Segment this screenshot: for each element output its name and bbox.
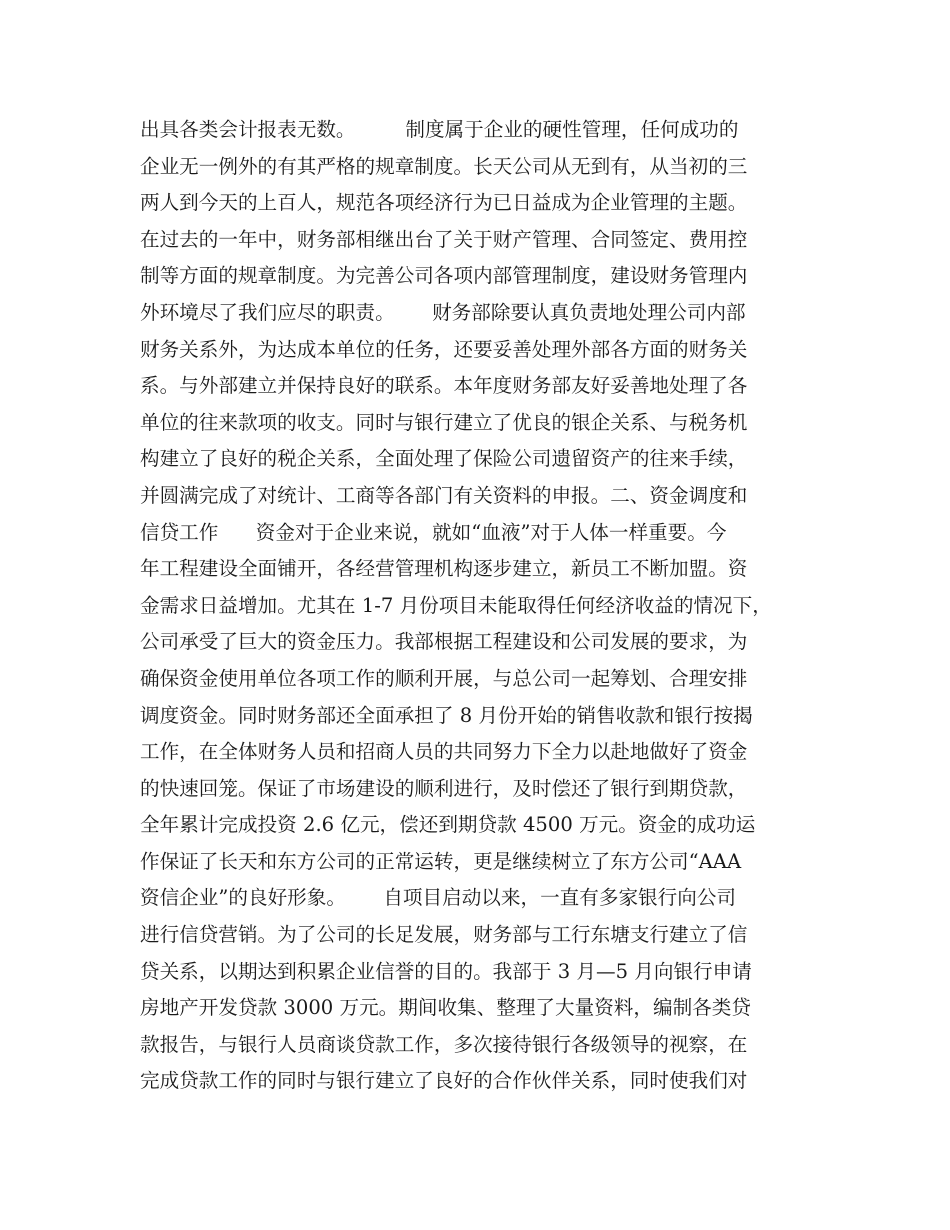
text-line: 完成贷款工作的同时与银行建立了良好的合作伙伴关系，同时使我们对 bbox=[140, 1069, 748, 1093]
text-line: 在过去的一年中，财务部相继出台了关于财产管理、合同签定、费用控 bbox=[140, 227, 748, 251]
text-line: 作保证了长天和东方公司的正常运转，更是继续树立了东方公司“AAA bbox=[140, 849, 742, 873]
body-text bbox=[140, 112, 820, 1100]
text-line: 系。与外部建立并保持良好的联系。本年度财务部友好妥善地处理了各 bbox=[140, 374, 748, 398]
text-line: 外环境尽了我们应尽的职责。 财务部除要认真负责地处理公司内部 bbox=[140, 300, 746, 324]
text-line: 全年累计完成投资 2.6 亿元，偿还到期贷款 4500 万元。资金的成功运 bbox=[140, 813, 756, 837]
text-line: 信贷工作 资金对于企业来说，就如“血液”对于人体一样重要。今 bbox=[140, 520, 727, 544]
text-line: 制等方面的规章制度。为完善公司各项内部管理制度，建设财务管理内 bbox=[140, 264, 748, 288]
text-line: 企业无一例外的有其严格的规章制度。长天公司从无到有，从当初的三 bbox=[140, 154, 748, 178]
text-line: 贷关系，以期达到积累企业信誉的目的。我部于 3 月—5 月向银行申请 bbox=[140, 959, 752, 983]
text-line: 单位的往来款项的收支。同时与银行建立了优良的银企关系、与税务机 bbox=[140, 410, 748, 434]
text-line: 财务关系外，为达成本单位的任务，还要妥善处理外部各方面的财务关 bbox=[140, 337, 748, 361]
text-line: 构建立了良好的税企关系，全面处理了保险公司遗留资产的往来手续， bbox=[140, 447, 748, 471]
text-line: 进行信贷营销。为了公司的长足发展，财务部与工行东塘支行建立了信 bbox=[140, 923, 748, 947]
text-line: 并圆满完成了对统计、工商等各部门有关资料的申报。二、资金调度和 bbox=[140, 483, 748, 507]
text-line: 款报告，与银行人员商谈贷款工作，多次接待银行各级领导的视察，在 bbox=[140, 1032, 748, 1056]
text-line: 调度资金。同时财务部还全面承担了 8 月份开始的销售收款和银行按揭 bbox=[140, 703, 753, 727]
text-line: 工作，在全体财务人员和招商人员的共同努力下全力以赴地做好了资金 bbox=[140, 740, 748, 764]
text-line: 两人到今天的上百人，规范各项经济行为已日益成为企业管理的主题。 bbox=[140, 191, 748, 215]
text-line: 金需求日益增加。尤其在 1-7 月份项目未能取得任何经济收益的情况下， bbox=[140, 593, 772, 617]
text-line: 出具各类会计报表无数。 制度属于企业的硬性管理，任何成功的 bbox=[140, 118, 739, 141]
text-line: 公司承受了巨大的资金压力。我部根据工程建设和公司发展的要求，为 bbox=[140, 630, 748, 654]
text-line: 年工程建设全面铺开，各经营管理机构逐步建立，新员工不断加盟。资 bbox=[140, 557, 748, 581]
text-line: 确保资金使用单位各项工作的顺利开展，与总公司一起筹划、合理安排 bbox=[140, 666, 748, 690]
text-line: 的快速回笼。保证了市场建设的顺利进行，及时偿还了银行到期贷款， bbox=[140, 776, 748, 800]
text-line: 房地产开发贷款 3000 万元。期间收集、整理了大量资料，编制各类贷 bbox=[140, 996, 751, 1020]
text-line: 资信企业”的良好形象。 自项目启动以来，一直有多家银行向公司 bbox=[140, 886, 737, 910]
